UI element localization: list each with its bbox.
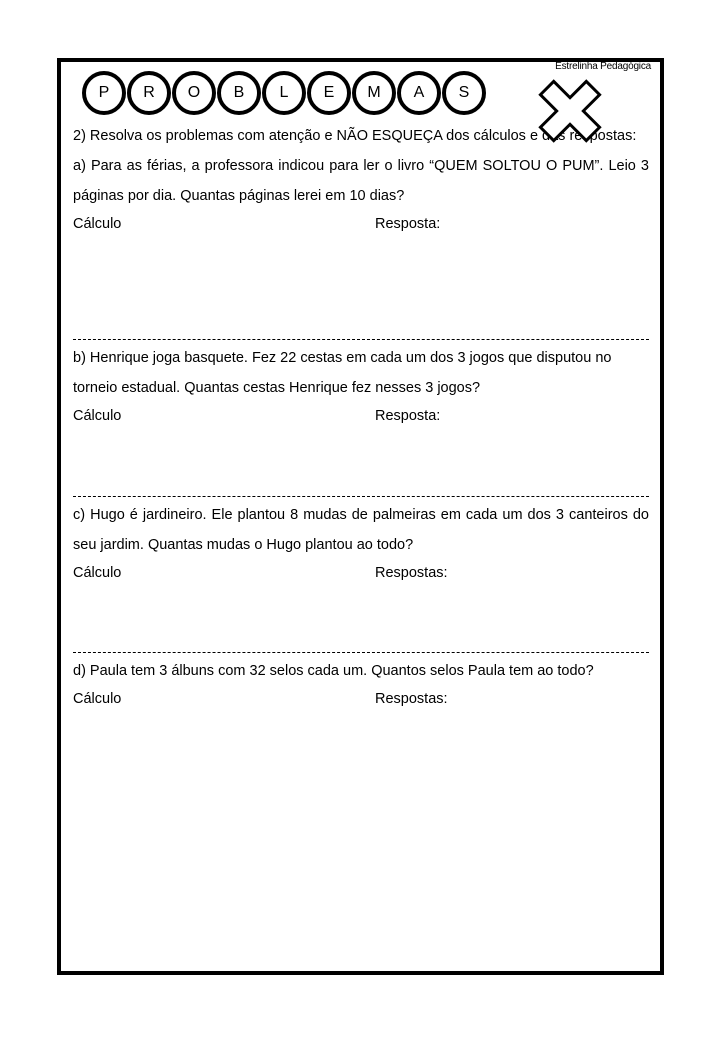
problem-statement: d) Paula tem 3 álbuns com 32 selos cada um. Quantos selos Paula tem ao todo? bbox=[73, 663, 594, 679]
calculation-label: Cálculo bbox=[73, 691, 122, 707]
worksheet-content bbox=[61, 62, 660, 971]
worksheet-page bbox=[57, 58, 664, 975]
problem-labels bbox=[73, 213, 649, 235]
problem-list bbox=[70, 148, 651, 838]
problem-statement: b) Henrique joga basquete. Fez 22 cestas em cada um dos 3 jogos que disputou no torneio estadual. Quantas cestas Henrique fez nesses 3 jogos? bbox=[73, 350, 612, 396]
problem-item bbox=[70, 148, 651, 340]
title-letter-circle: E bbox=[307, 71, 351, 115]
answer-workspace[interactable] bbox=[73, 710, 649, 838]
calculation-label: Cálculo bbox=[73, 565, 122, 581]
problem-item bbox=[70, 653, 651, 838]
title-letter-circle: R bbox=[127, 71, 171, 115]
answer-workspace[interactable] bbox=[73, 235, 649, 339]
x-cross-icon bbox=[533, 74, 607, 148]
answer-label: Resposta: bbox=[375, 216, 441, 232]
title-letter-circle: S bbox=[442, 71, 486, 115]
problem-labels bbox=[73, 405, 649, 427]
title-letter-circle: M bbox=[352, 71, 396, 115]
problem-labels bbox=[73, 688, 649, 710]
answer-label: Respostas: bbox=[375, 691, 448, 707]
title-letter-circle: A bbox=[397, 71, 441, 115]
title-letter-circle: L bbox=[262, 71, 306, 115]
problem-statement: c) Hugo é jardineiro. Ele plantou 8 mudas de palmeiras em cada um dos 3 canteiros do seu jardim. Quantas mudas o Hugo plantou ao todo? bbox=[73, 507, 649, 553]
title-letter-circles bbox=[82, 71, 487, 115]
title-letter-circle: P bbox=[82, 71, 126, 115]
problem-item bbox=[70, 340, 651, 497]
brand-logo bbox=[531, 61, 651, 153]
calculation-label: Cálculo bbox=[73, 408, 122, 424]
calculation-label: Cálculo bbox=[73, 216, 122, 232]
title-letter-circle: O bbox=[172, 71, 216, 115]
problem-labels bbox=[73, 562, 649, 584]
answer-label: Resposta: bbox=[375, 408, 441, 424]
answer-label: Respostas: bbox=[375, 565, 448, 581]
problem-statement: a) Para as férias, a professora indicou para ler o livro “QUEM SOLTOU O PUM”. Leio 3 páginas por dia. Quantas páginas lerei em 10 dias? bbox=[73, 158, 649, 204]
answer-workspace[interactable] bbox=[73, 427, 649, 496]
worksheet-header bbox=[70, 62, 651, 124]
answer-workspace[interactable] bbox=[73, 584, 649, 652]
brand-name: Estrelinha Pedagógica bbox=[555, 61, 651, 72]
problem-item bbox=[70, 497, 651, 653]
title-letter-circle: B bbox=[217, 71, 261, 115]
instruction-text: 2) Resolva os problemas com atenção e NÃO ESQUEÇA dos cálculos e das respostas: bbox=[73, 128, 637, 144]
